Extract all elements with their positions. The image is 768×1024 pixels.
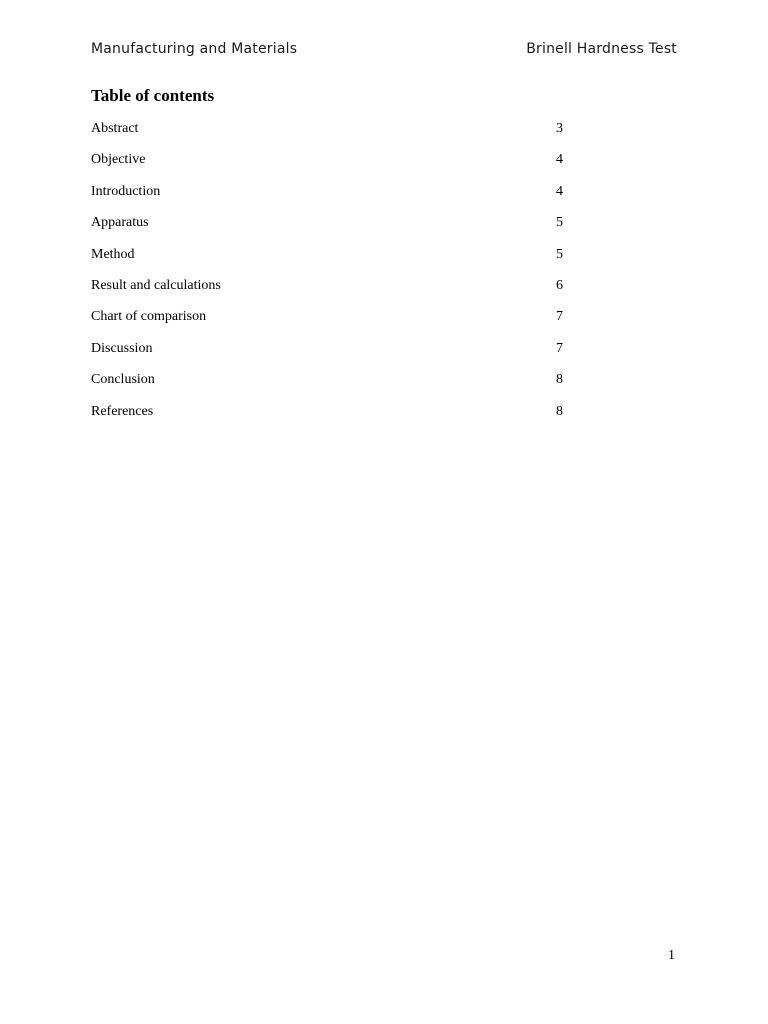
toc-entry <box>91 371 571 402</box>
toc-heading: Table of contents <box>91 86 215 105</box>
toc-entry-label: Objective <box>91 152 146 168</box>
toc-entry-page: 8 <box>556 372 563 388</box>
toc-entry <box>91 214 571 245</box>
toc-entry-label: Conclusion <box>91 372 155 388</box>
toc-entry-page: 3 <box>556 121 563 136</box>
header-course-title: Manufacturing and Materials <box>91 41 298 57</box>
toc-entry <box>91 277 571 308</box>
toc-entry-page: 7 <box>556 340 563 356</box>
toc-entry-label: Discussion <box>91 340 153 356</box>
toc-entry <box>91 151 571 182</box>
toc-entry-label: Chart of comparison <box>91 309 207 325</box>
toc-entry-page: 8 <box>556 403 563 419</box>
toc-entry-label: Abstract <box>91 121 139 136</box>
toc-entry-label: Apparatus <box>91 215 149 231</box>
toc-entry <box>91 120 571 151</box>
header-report-title: Brinell Hardness Test <box>526 41 677 57</box>
toc-entry-page: 4 <box>556 183 563 199</box>
toc-entry-label: References <box>91 403 154 419</box>
toc-entry <box>91 183 571 214</box>
toc-entry-label: Result and calculations <box>91 277 221 293</box>
toc-entry <box>91 246 571 277</box>
toc-entry-page: 7 <box>556 309 563 325</box>
toc-entry-page: 5 <box>556 246 563 262</box>
toc-entry <box>91 403 571 434</box>
toc-entry-label: Method <box>91 246 135 262</box>
table-of-contents <box>91 120 571 434</box>
toc-entry <box>91 340 571 371</box>
toc-entry-page: 5 <box>556 215 563 231</box>
toc-entry <box>91 308 571 339</box>
toc-entry-page: 4 <box>556 152 563 168</box>
toc-entry-page: 6 <box>556 277 563 293</box>
toc-entry-label: Introduction <box>91 183 161 199</box>
page-number: 1 <box>668 948 675 963</box>
